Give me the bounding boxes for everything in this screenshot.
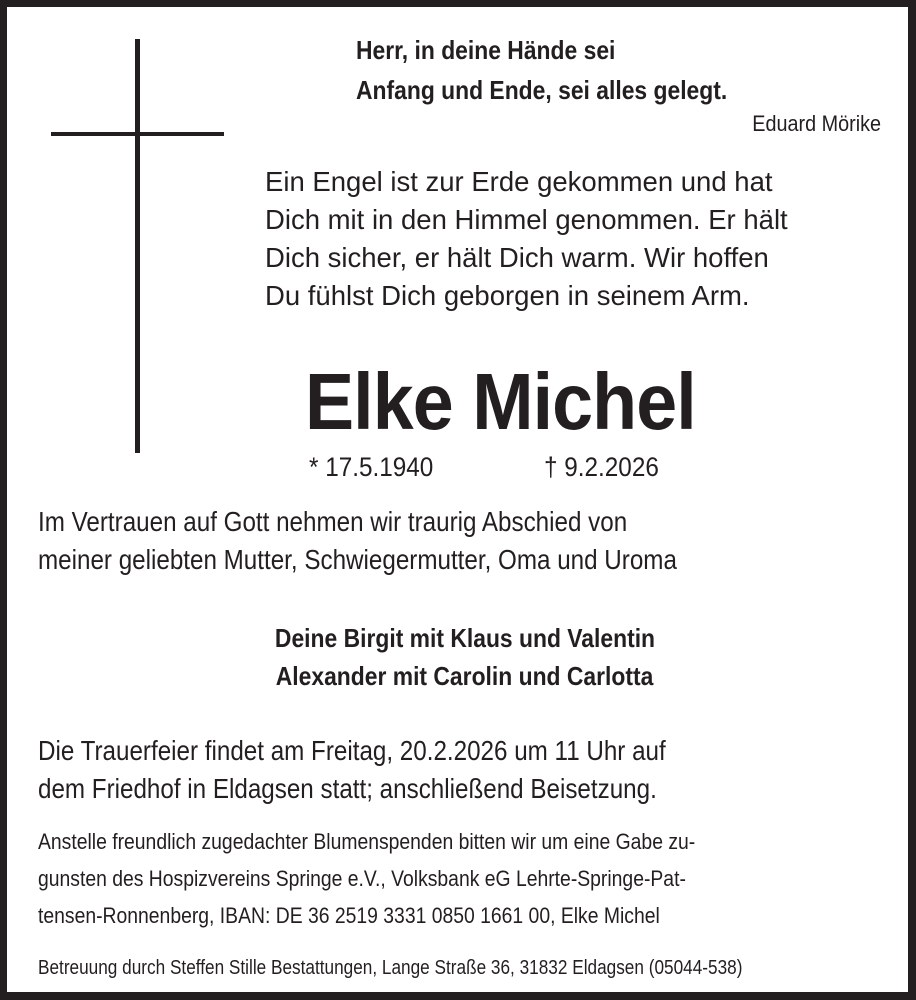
- funeral-home-info: Betreuung durch Steffen Stille Bestattungen, Lange Straße 36, 31832 Eldagsen (05044-538): [38, 957, 743, 979]
- quote-line-2: Anfang und Ende, sei alles gelegt.: [356, 75, 728, 105]
- deceased-name: Elke Michel: [304, 357, 696, 446]
- poem-line: Dich sicher, er hält Dich warm. Wir hoffen: [265, 242, 769, 273]
- family-signature: Deine Birgit mit Klaus und Valentin Alexander mit Carolin und Carlotta: [274, 623, 656, 691]
- poem-line: Dich mit in den Himmel genommen. Er hält: [265, 204, 788, 235]
- quote-line-1: Herr, in deine Hände sei: [356, 35, 616, 65]
- donation-info: Anstelle freundlich zugedachter Blumenspenden bitten wir um eine Gabe zu- gunsten des Hospizvereins Springe e.V., Volksbank eG Lehrte-Springe-Pat- tensen-Ronnenberg, IBAN: DE 36 2519 3331 0850 1661 00, Elke Michel: [38, 829, 696, 928]
- quote-author: Eduard Mörike: [752, 111, 881, 136]
- service-info: Die Trauerfeier findet am Freitag, 20.2.2026 um 11 Uhr auf dem Friedhof in Eldagsen statt; anschließend Beisetzung.: [38, 735, 666, 804]
- birth-date: * 17.5.1940: [309, 452, 434, 482]
- poem-line: Ein Engel ist zur Erde gekommen und hat: [265, 166, 773, 197]
- death-date: † 9.2.2026: [544, 452, 659, 482]
- cross-icon-horizontal: [51, 132, 224, 136]
- farewell-text: Im Vertrauen auf Gott nehmen wir traurig Abschied von meiner geliebten Mutter, Schwiegermutter, Oma und Uroma: [38, 506, 677, 575]
- poem: [265, 163, 788, 315]
- poem-line: Du fühlst Dich geborgen in seinem Arm.: [265, 280, 750, 311]
